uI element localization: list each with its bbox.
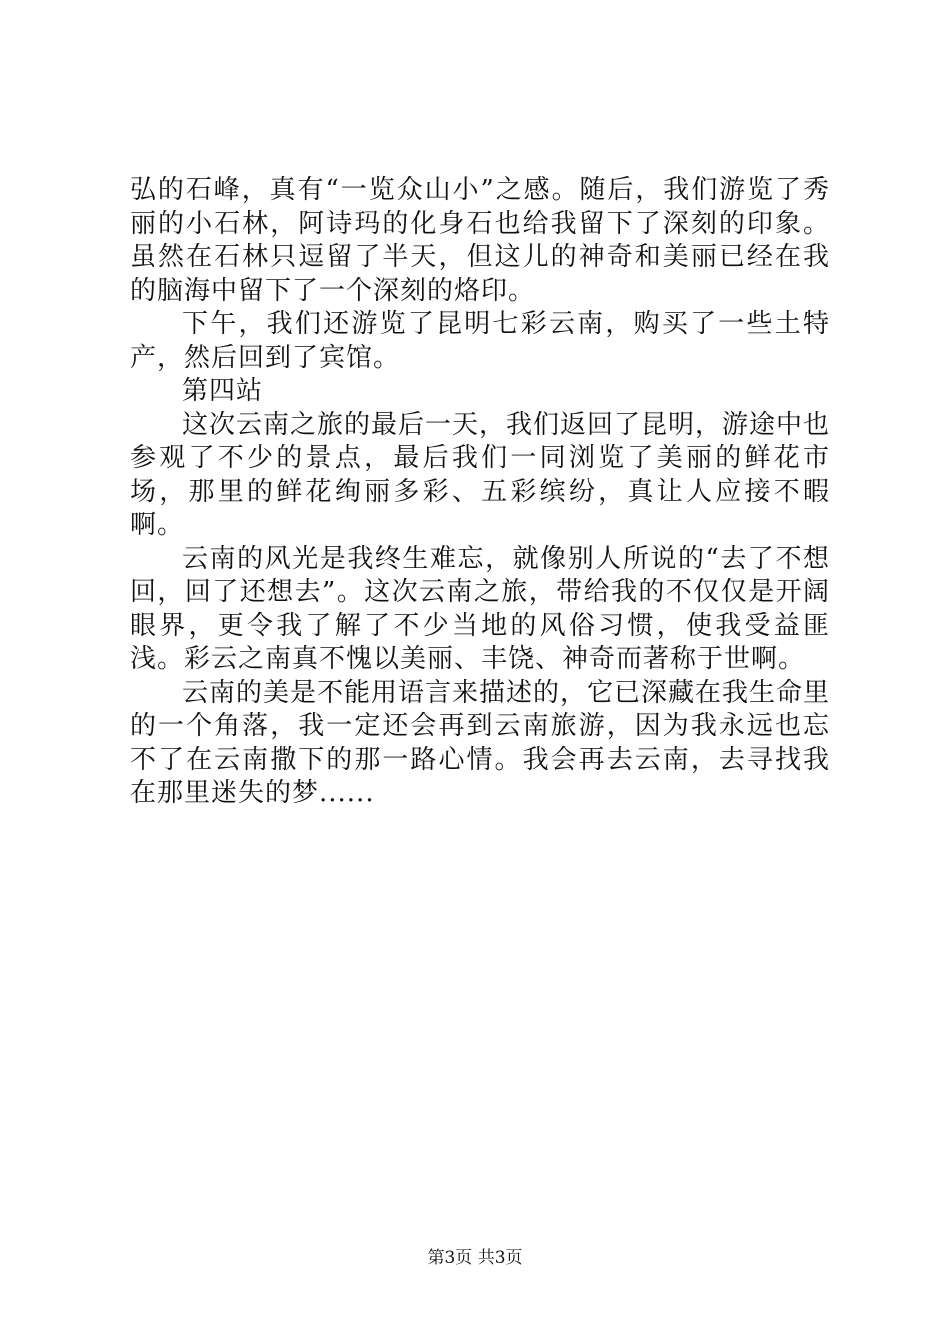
paragraph-3: 这次云南之旅的最后一天，我们返回了昆明，游途中也参观了不少的景点，最后我们一同浏览了美丽的鲜花市场，那里的鲜花绚丽多彩、五彩缤纷，真让人应接不暇啊。	[130, 409, 831, 540]
document-body	[130, 174, 830, 811]
page-number-footer: 第3页 共3页	[427, 1248, 523, 1268]
section-heading-fourth-stop: 第四站	[182, 376, 264, 406]
paragraph-5: 云南的美是不能用语言来描述的，它已深藏在我生命里的一个角落，我一定还会再到云南旅游，因为我永远也忘不了在云南撒下的那一路心情。我会再去云南，去寻找我在那里迷失的梦......	[130, 677, 831, 808]
paragraph-1: 弘的石峰，真有“一览众山小”之感。随后，我们游览了秀丽的小石林，阿诗玛的化身石也给我留下了深刻的印象。虽然在石林只逗留了半天，但这儿的神奇和美丽已经在我的脑海中留下了一个深刻的烙印。	[130, 175, 830, 306]
paragraph-2: 下午，我们还游览了昆明七彩云南，购买了一些土特产，然后回到了宾馆。	[130, 309, 830, 373]
paragraph-4: 云南的风光是我终生难忘，就像别人所说的“去了不想回，回了还想去”。这次云南之旅，带给我的不仅仅是开阔眼界，更令我了解了不少当地的风俗习惯，使我受益匪浅。彩云之南真不愧以美丽、丰饶、神奇而著称于世啊。	[130, 543, 830, 674]
